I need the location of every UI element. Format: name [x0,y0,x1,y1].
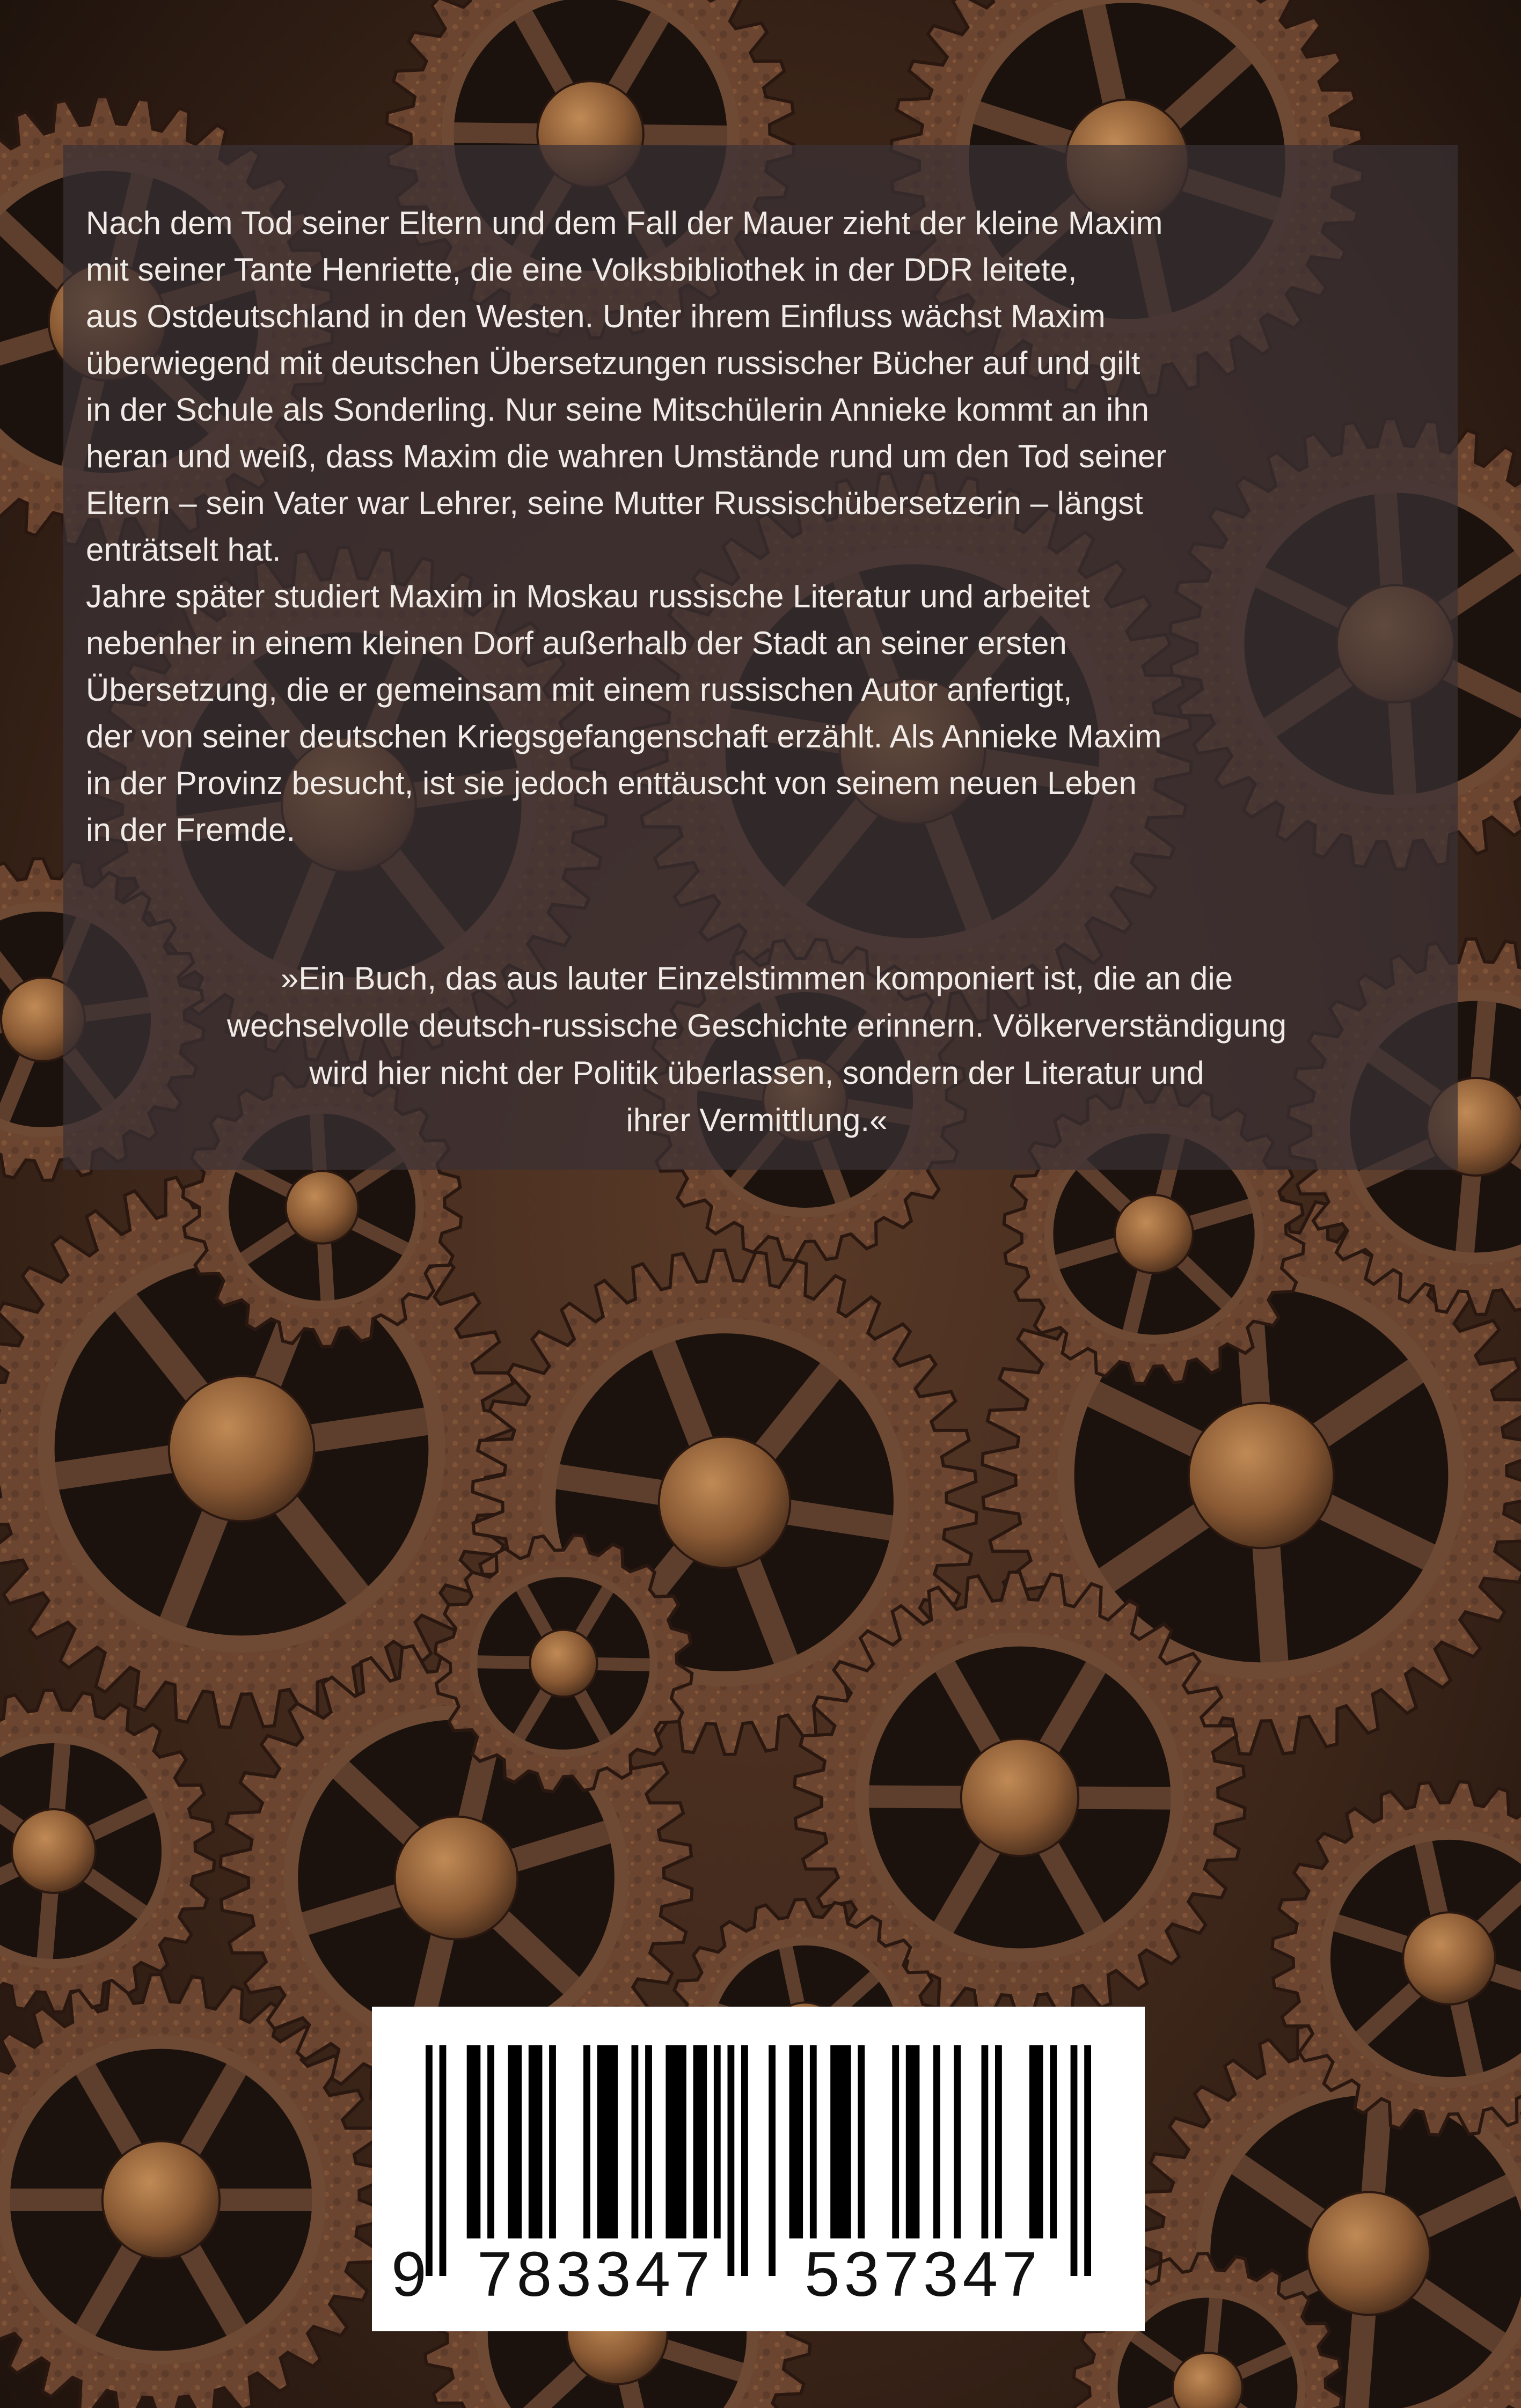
barcode-bar [995,2045,1002,2238]
barcode-bar [741,2045,748,2276]
barcode-bar [810,2045,817,2238]
barcode-bar [645,2045,652,2238]
barcode-bar [487,2045,494,2238]
barcode-bar [549,2045,556,2238]
barcode-bar [789,2045,803,2238]
barcode-bar [597,2045,618,2238]
barcode-bar [892,2045,899,2238]
barcode-bar [954,2045,961,2238]
review-quote: »Ein Buch, das aus lauter Einzelstimmen komponiert ist, die an die wechselvolle deutsch-russische Geschichte erinnern. Völkerverständigung wird hier nicht der Politik überlassen, sondern der Literatur und ihrer Vermittlung.« [226,960,1287,1138]
blurb-text: Nach dem Tod seiner Eltern und dem Fall der Mauer zieht der kleine Maxim mit seiner Tante Henriette, die eine Volksbibliothek in der DDR leitete, aus Ostdeutschland in den Westen. Unter ihrem Einfluss wächst Maxim überwiegend mit deutschen Übersetzungen russischer Bücher auf und gilt in der Schule als Sonderling. Nur seine Mitschülerin Annieke kommt an ihn heran und weiß, dass Maxim die wahren Umstände rund um den Tod seiner Eltern – sein Vater war Lehrer, seine Mutter Russischübersetzerin – längst enträtselt hat. Jahre später studiert Maxim in Moskau russische Literatur und arbeitet nebenher in einem kleinen Dorf außerhalb der Stadt an seiner ersten Übersetzung, die er gemeinsam mit einem russischen Autor anfertigt, der von seiner deutschen Kriegsgefangenschaft erzählt. Als Annieke Maxim in der Provinz besucht, ist sie jedoch enttäuscht von seinem neuen Leben in der Fremde. [86,205,1167,848]
barcode-bar [440,2045,447,2276]
barcode-bar [426,2045,433,2276]
barcode-bar [508,2045,522,2238]
barcode-bar [467,2045,481,2238]
barcode-bar [933,2045,940,2238]
barcode-bar [830,2045,851,2238]
gear-icon [435,1535,692,1792]
barcode-bar [666,2045,686,2238]
barcode-bar [583,2045,590,2238]
barcode-left-digits: 783347 [477,2239,714,2310]
barcode-bar [693,2045,707,2238]
barcode-bar [982,2045,989,2238]
barcode-bar [728,2045,735,2276]
barcode-bar [529,2045,543,2238]
barcode-bar [714,2045,721,2238]
barcode-bar [1084,2045,1091,2276]
barcode-bar [632,2045,639,2238]
barcode-bar [906,2045,920,2238]
barcode-bar [1029,2045,1043,2238]
barcode-bar [1050,2045,1057,2238]
barcode-bar [1071,2045,1078,2276]
barcode-bar [858,2045,865,2238]
barcode-bar [769,2045,776,2276]
barcode [372,2007,1145,2331]
barcode-right-digits: 537347 [805,2239,1042,2310]
barcode-lead-digit: 9 [391,2239,427,2310]
